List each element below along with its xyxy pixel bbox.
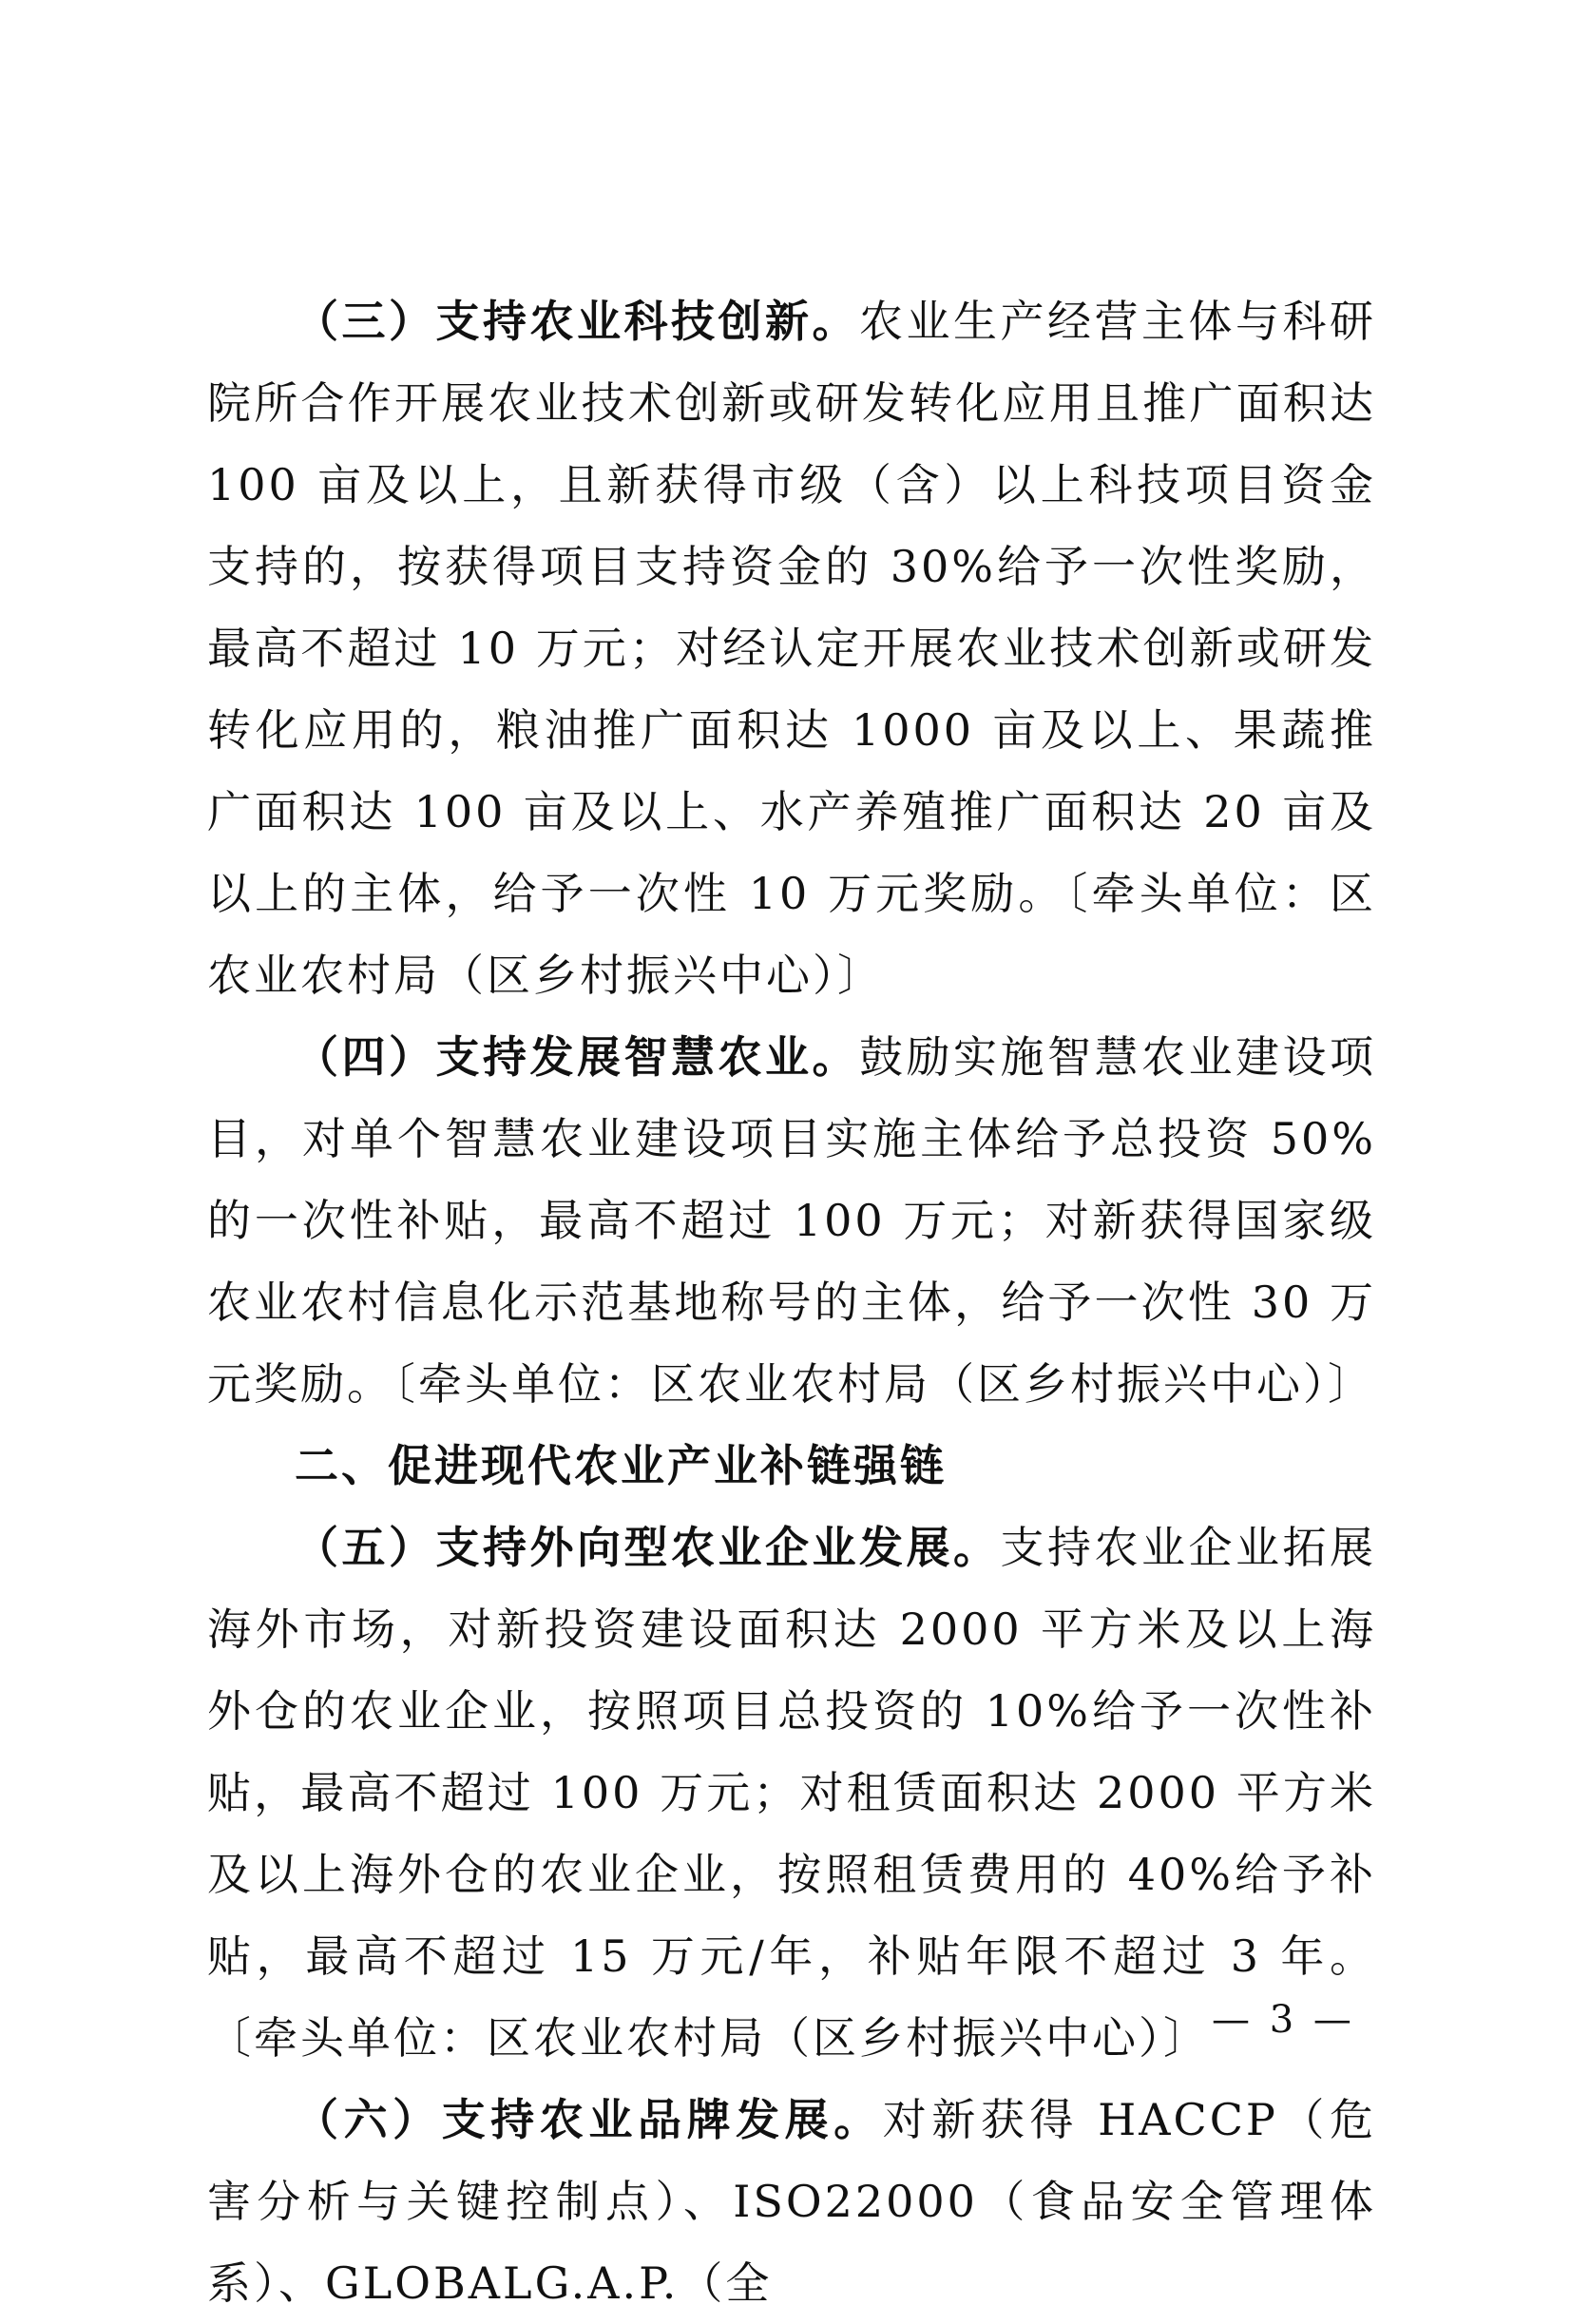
document-body xyxy=(207,280,1376,2324)
paragraph-body: 鼓励实施智慧农业建设项目，对单个智慧农业建设项目实施主体给予总投资 50%的一次性补贴，最高不超过 100 万元；对新获得国家级农业农村信息化示范基地称号的主体，给予一次性 30 万元奖励。〔牵头单位：区农业农村局（区乡村振兴中心）〕 xyxy=(207,1031,1376,1410)
section-heading: 二、促进现代农业产业补链强链 xyxy=(295,1440,947,1491)
paragraph-lead: （五）支持外向型农业企业发展。 xyxy=(295,1522,1001,1573)
section-heading-para xyxy=(207,1425,1376,1507)
paragraph-science-innovation xyxy=(207,280,1376,1016)
paragraph-lead: （六）支持农业品牌发展。 xyxy=(295,2094,883,2145)
paragraph-body: 支持农业企业拓展海外市场，对新投资建设面积达 2000 平方米及以上海外仓的农业企业，按照项目总投资的 10%给予一次性补贴，最高不超过 100 万元；对租赁面积达 2000 平方米及以上海外仓的农业企业，按照租赁费用的 40%给予补贴，最高不超过 15 万元/年，补贴年限不超过 3 年。〔牵头单位：区农业农村局（区乡村振兴中心）〕 xyxy=(207,1522,1376,2064)
paragraph-body: 对新获得 HACCP（危害分析与关键控制点）、ISO22000（食品安全管理体系）、GLOBALG.A.P.（全 xyxy=(207,2094,1376,2309)
paragraph-body: 农业生产经营主体与科研院所合作开展农业技术创新或研发转化应用且推广面积达 100 亩及以上，且新获得市级（含）以上科技项目资金支持的，按获得项目支持资金的 30%给予一次性奖励，最高不超过 10 万元；对经认定开展农业技术创新或研发转化应用的，粮油推广面积达 1000 亩及以上、果蔬推广面积达 100 亩及以上、水产养殖推广面积达 20 亩及以上的主体，给予一次性 10 万元奖励。〔牵头单位：区农业农村局（区乡村振兴中心）〕 xyxy=(207,296,1376,1001)
paragraph-export-enterprise xyxy=(207,1507,1376,2079)
paragraph-smart-agriculture xyxy=(207,1016,1376,1425)
paragraph-lead: （四）支持发展智慧农业。 xyxy=(295,1031,859,1083)
paragraph-brand-development xyxy=(207,2079,1376,2324)
page-number: — 3 — xyxy=(1212,1998,1355,2042)
paragraph-lead: （三）支持农业科技创新。 xyxy=(295,296,859,347)
